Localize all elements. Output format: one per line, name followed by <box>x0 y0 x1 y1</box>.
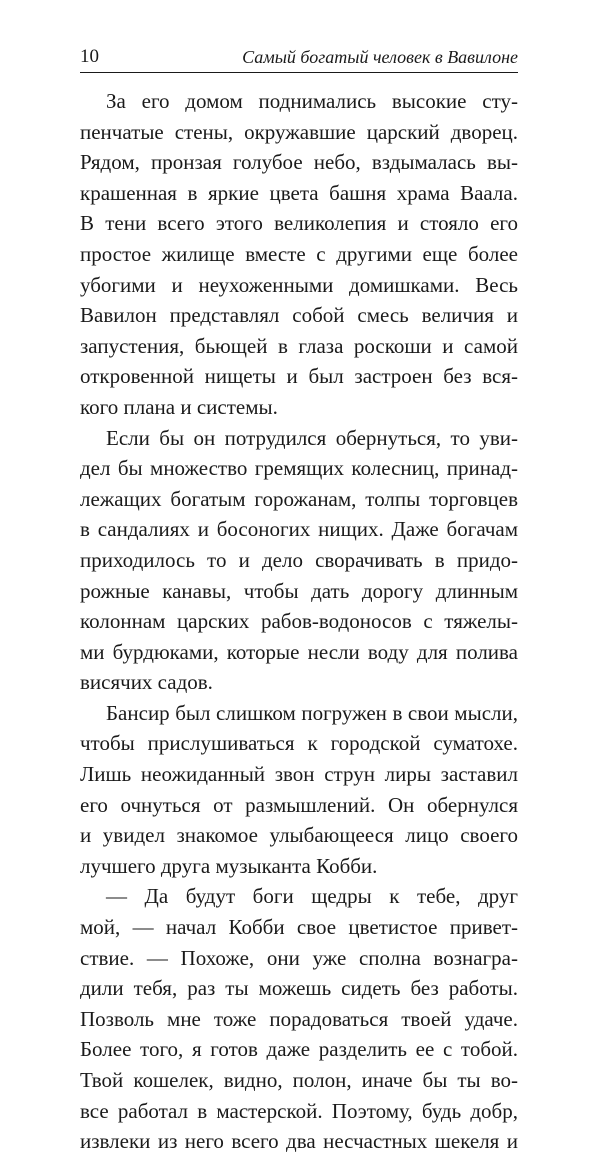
text-line: ми бурдюками, которые несли воду для полива <box>80 639 518 664</box>
text-line: Бансир был слишком погружен в свои мысли, <box>106 700 518 725</box>
text-line: и увидел знакомое улыбающееся лицо своего <box>80 823 518 848</box>
text-line: дили тебя, раз ты можешь сидеть без работы. <box>80 976 518 1001</box>
text-line: Вавилон представлял собой смесь величия и <box>80 303 518 328</box>
paragraph <box>80 423 518 698</box>
text-line: висячих садов. <box>80 670 213 695</box>
text-line: извлеки из него всего два несчастных шекеля и <box>80 1129 518 1154</box>
text-line: лежащих богатым горожанам, толпы торговцев <box>80 486 518 511</box>
text-line: За его домом поднимались высокие сту- <box>106 89 518 113</box>
text-line: рожные канавы, чтобы дать дорогу длинным <box>80 578 518 603</box>
text-line: простое жилище вместе с другими еще более <box>80 241 518 266</box>
text-line: откровенной нищеты и был застроен без вся- <box>80 364 518 389</box>
text-line: дел бы множество гремящих колесниц, принад- <box>80 456 518 481</box>
text-line: Позволь мне тоже порадоваться твоей удаче. <box>80 1006 518 1031</box>
text-line: — Да будут боги щедры к тебе, друг <box>106 884 518 909</box>
text-line: крашенная в яркие цвета башня храма Ваала. <box>80 180 518 205</box>
text-line: в сандалиях и босоногих нищих. Даже богачам <box>80 517 518 542</box>
text-line: запустения, бьющей в глаза роскоши и самой <box>80 333 518 358</box>
text-line: его очнуться от размышлений. Он обернулся <box>80 792 518 817</box>
text-line: лучшего друга музыканта Кобби. <box>80 853 378 878</box>
text-line: кого плана и системы. <box>80 394 278 419</box>
text-line: Твой кошелек, видно, полон, иначе бы ты во- <box>80 1068 518 1092</box>
running-title: Самый богатый человек в Вавилоне <box>242 47 518 67</box>
running-header <box>80 44 518 74</box>
body-text <box>80 86 518 1157</box>
page-number: 10 <box>80 46 99 67</box>
text-line: Более того, я готов даже разделить ее с тобой. <box>80 1037 518 1062</box>
header-rule <box>80 72 518 73</box>
text-line: В тени всего этого великолепия и стояло его <box>80 211 518 236</box>
text-line: убогими и неухоженными домишками. Весь <box>80 272 518 297</box>
paragraph <box>80 698 518 882</box>
text-line: ствие. — Похоже, они уже сполна вознагра- <box>80 945 518 970</box>
text-line: чтобы прислушиваться к городской суматохе. <box>80 731 518 756</box>
text-line: приходилось то и дело сворачивать в придо- <box>80 547 518 572</box>
text-line: все работал в мастерской. Поэтому, будь добр, <box>80 1098 518 1123</box>
text-line: Лишь неожиданный звон струн лиры заставил <box>80 762 518 787</box>
text-line: колоннам царских рабов-водоносов с тяжелы- <box>80 609 518 634</box>
text-line: мой, — начал Кобби свое цветистое привет- <box>80 915 518 940</box>
text-line: Если бы он потрудился обернуться, то уви- <box>106 425 518 450</box>
paragraph <box>80 881 518 1156</box>
text-line: Рядом, пронзая голубое небо, вздымалась вы- <box>80 150 518 175</box>
text-line: пенчатые стены, окружавшие царский дворец. <box>80 119 518 144</box>
paragraph <box>80 86 518 423</box>
